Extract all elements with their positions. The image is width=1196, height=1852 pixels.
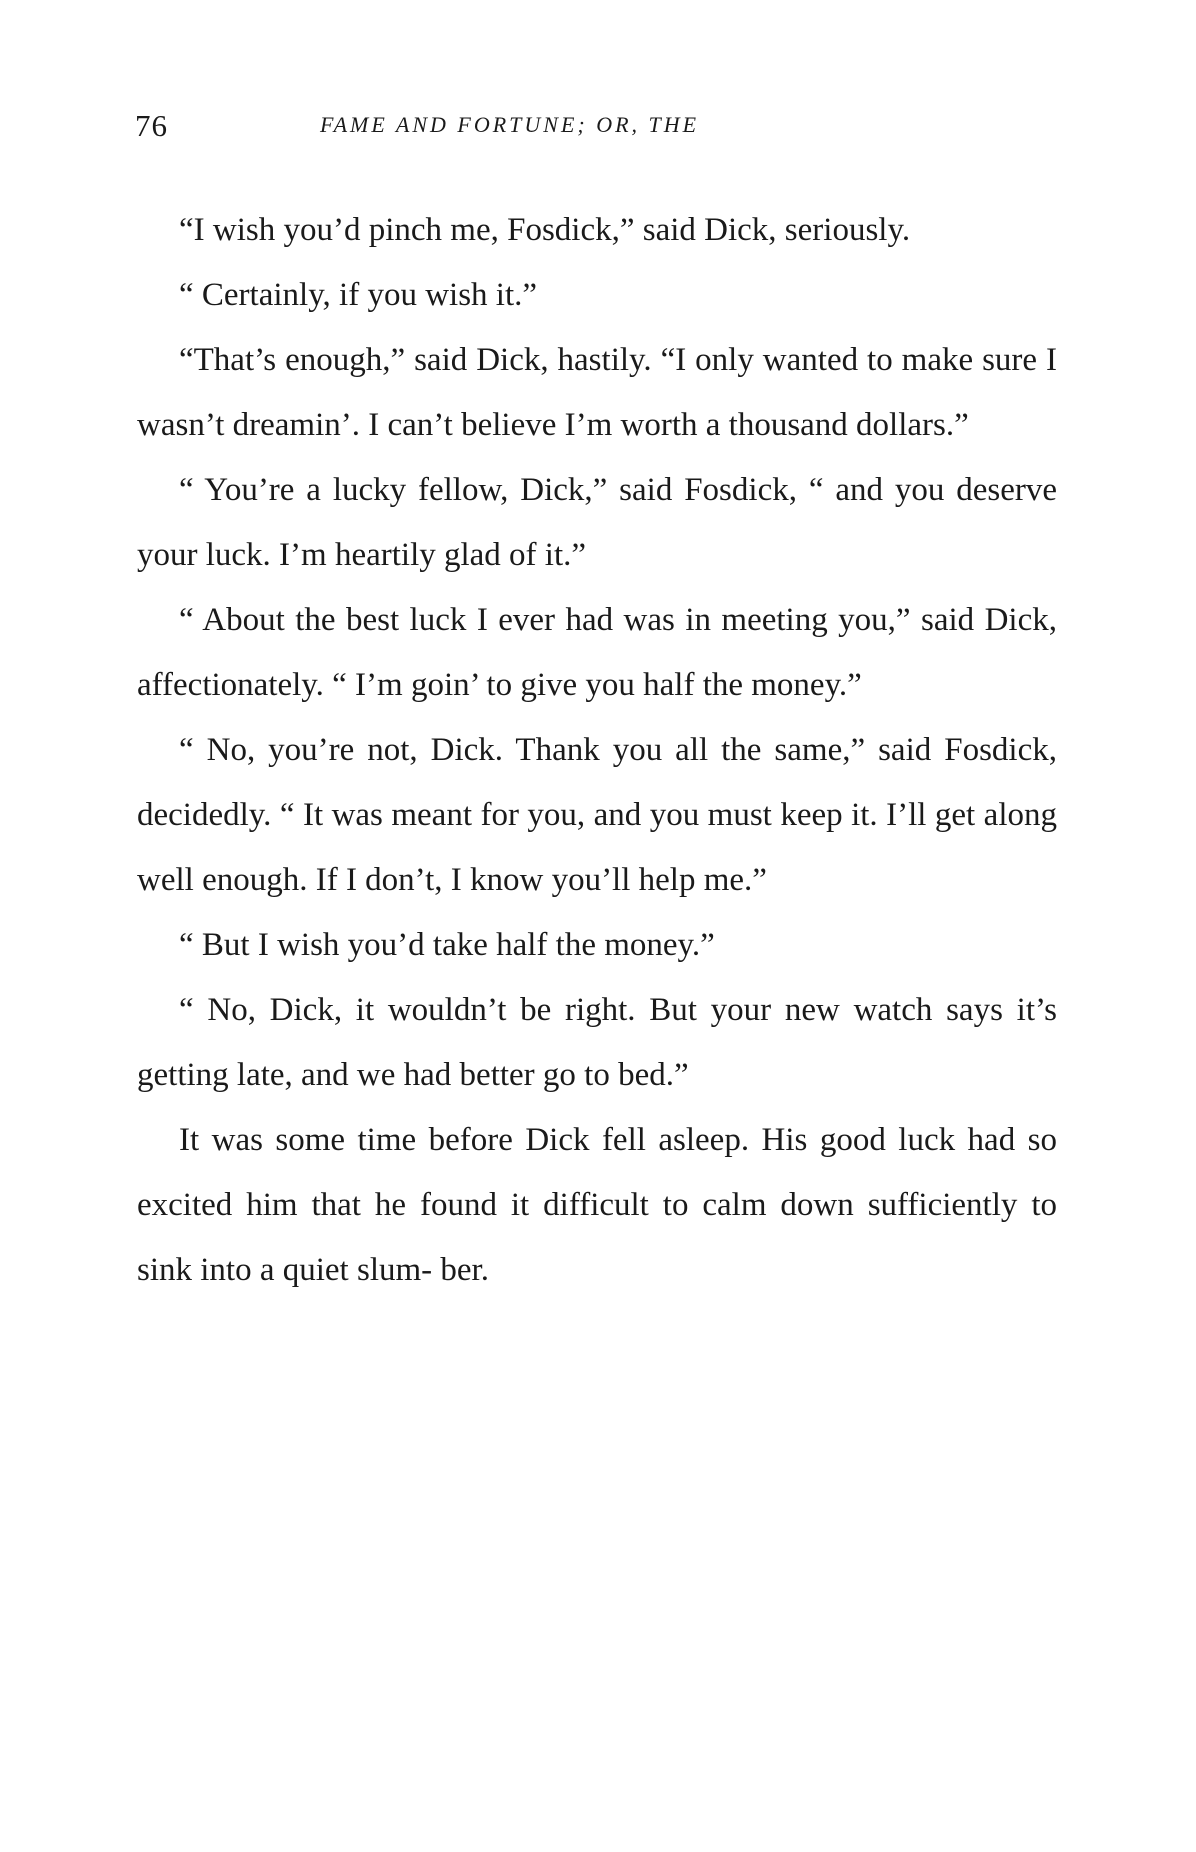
paragraph: “That’s enough,” said Dick, hastily. “I only wanted to make sure I wasn’t dreamin’. I can’t believe I’m worth a thousand dollars.” — [137, 342, 1057, 443]
body-text — [137, 198, 1057, 1303]
paragraph: “ You’re a lucky fellow, Dick,” said Fosdick, “ and you deserve your luck. I’m heartily glad of it.” — [137, 472, 1057, 573]
running-head — [135, 108, 895, 148]
paragraph: It was some time before Dick fell asleep. His good luck had so excited him that he found it difficult to calm down sufficiently to sink into a quiet slum- ber. — [137, 1122, 1057, 1288]
paragraph: “ About the best luck I ever had was in meeting you,” said Dick, affectionately. “ I’m goin’ to give you half the money.” — [137, 602, 1057, 703]
paragraph: “ But I wish you’d take half the money.” — [179, 927, 715, 963]
paragraph: “ No, you’re not, Dick. Thank you all the same,” said Fosdick, decidedly. “ It was meant for you, and you must keep it. I’ll get along well enough. If I don’t, I know you’ll help me.” — [137, 732, 1057, 898]
page-number: 76 — [135, 108, 168, 143]
running-title: FAME AND FORTUNE; OR, THE — [320, 112, 700, 137]
paragraph: “ Certainly, if you wish it.” — [179, 277, 538, 313]
paragraph: “I wish you’d pinch me, Fosdick,” said Dick, seriously. — [179, 212, 911, 248]
paragraph: “ No, Dick, it wouldn’t be right. But your new watch says it’s getting late, and we had better go to bed.” — [137, 992, 1057, 1093]
